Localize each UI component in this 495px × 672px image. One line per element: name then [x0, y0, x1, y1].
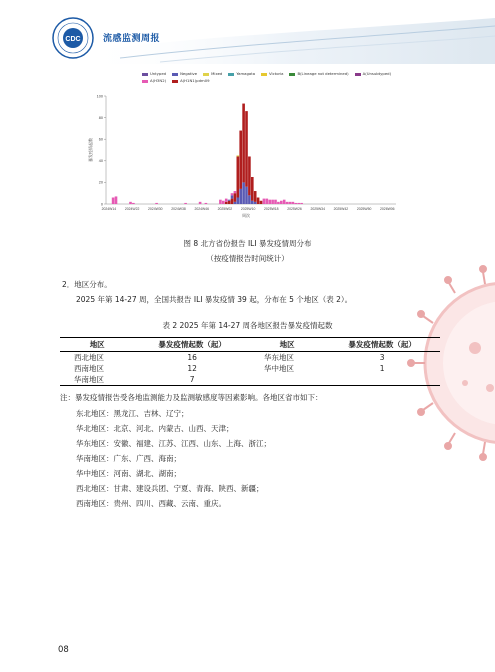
- x-tick-label: 2025W42: [333, 207, 349, 211]
- bar-segment: [295, 203, 298, 204]
- bar-segment: [286, 202, 289, 204]
- x-tick-label: 2025W18: [264, 207, 279, 211]
- figure-caption-subtitle: （按疫情报告时间统计）: [206, 254, 289, 263]
- x-tick-label: 2024W30: [148, 207, 163, 211]
- table-cell: 华中地区: [263, 364, 294, 373]
- y-axis-label: 暴发疫情起数: [88, 138, 93, 162]
- x-tick-label: 2025W34: [310, 207, 325, 211]
- x-tick-label: 2024W22: [124, 207, 140, 211]
- bar-segment: [245, 111, 248, 187]
- x-tick-label: 2025W26: [287, 207, 302, 211]
- bar-segment: [222, 201, 225, 204]
- bar-segment: [231, 193, 234, 195]
- bar-segment: [263, 199, 266, 204]
- table-row: [60, 374, 440, 386]
- table-header-row: [60, 338, 440, 352]
- legend-item: [289, 70, 348, 77]
- legend-label: A(H3N2): [150, 78, 167, 83]
- legend-swatch: [289, 73, 295, 76]
- x-tick-label: 2024W46: [194, 207, 209, 211]
- legend-label: Untyped: [150, 71, 167, 76]
- legend-swatch: [142, 80, 148, 83]
- bar-segment: [242, 104, 245, 183]
- note-line: 华中地区：河南、湖北、湖南；: [76, 469, 181, 478]
- page-header: [0, 0, 495, 64]
- table-row: [60, 352, 440, 364]
- bar-segment: [234, 191, 237, 193]
- figure-caption-title: 图 8 北方省份报告 ILI 暴发疫情周分布: [183, 239, 312, 248]
- bar-segment: [129, 202, 132, 204]
- legend-item: [172, 70, 197, 77]
- legend-item: [228, 70, 255, 77]
- table-cell: 西北地区: [74, 353, 104, 362]
- legend-label: Negative: [180, 71, 198, 76]
- y-tick-label: 0: [100, 202, 103, 207]
- table-cell: [324, 374, 440, 386]
- bar-segment: [297, 203, 300, 204]
- bar-segment: [231, 199, 234, 204]
- table-header-cell: 暴发疫情起数（起）: [324, 338, 440, 352]
- bar-segment: [155, 203, 158, 204]
- bar-segment: [115, 196, 118, 204]
- bar-segment: [228, 201, 231, 204]
- legend-label: Victoria: [269, 71, 284, 76]
- bar-segment: [283, 200, 286, 204]
- bar-segment: [237, 155, 240, 156]
- bar-segment: [251, 201, 254, 204]
- legend-item: [355, 70, 391, 77]
- legend-swatch: [172, 73, 178, 76]
- table-cell: 西南地区: [74, 364, 104, 373]
- bar-segment: [280, 201, 283, 204]
- bar-segment: [239, 189, 242, 204]
- ili-outbreak-chart: [86, 92, 406, 220]
- x-tick-label: 2025W10: [240, 207, 256, 211]
- bar-segment: [257, 198, 260, 204]
- legend-swatch: [172, 80, 178, 83]
- page-number: 08: [58, 645, 69, 655]
- bar-segment: [248, 156, 251, 195]
- table-row: [60, 363, 440, 374]
- y-tick-label: 60: [98, 137, 103, 142]
- bar-segment: [237, 156, 240, 197]
- header-title: 流感监测周报: [103, 34, 161, 44]
- x-tick-label: 2026W06: [380, 207, 395, 211]
- bar-segment: [242, 182, 245, 204]
- bar-segment: [271, 200, 274, 204]
- bar-segment: [234, 202, 237, 204]
- table-header-cell: 暴发疫情起数（起）: [134, 338, 250, 352]
- svg-text:CDC: CDC: [65, 36, 81, 43]
- bar-segment: [184, 203, 187, 204]
- table-cell: 1: [379, 364, 385, 373]
- table-header-cell: 地区: [60, 338, 134, 352]
- legend-swatch: [203, 73, 209, 76]
- x-tick-label: 2025W50: [356, 207, 372, 211]
- bar-segment: [239, 131, 242, 189]
- table-cell: 华东地区: [263, 353, 294, 362]
- bar-segment: [132, 203, 135, 204]
- bar-segment: [237, 198, 240, 204]
- note-line: 西北地区：甘肃、建设兵团、宁夏、青海、陕西、新疆；: [76, 484, 264, 493]
- table-cell: 7: [134, 374, 250, 386]
- region-outbreak-table: [60, 337, 440, 386]
- table-cell: 3: [379, 353, 385, 362]
- legend-swatch: [228, 73, 234, 76]
- section-heading: 2．地区分布。: [62, 280, 112, 289]
- y-tick-label: 40: [98, 159, 103, 164]
- legend-swatch: [355, 73, 361, 76]
- x-tick-label: 2024W38: [171, 207, 186, 211]
- y-tick-label: 20: [98, 180, 103, 185]
- note-line: 华东地区：安徽、福建、江苏、江西、山东、上海、浙江；: [76, 439, 271, 448]
- bar-segment: [251, 177, 254, 201]
- legend-swatch: [261, 73, 267, 76]
- legend-item: [203, 70, 222, 77]
- table-cell: [250, 374, 324, 386]
- bar-segment: [231, 195, 234, 198]
- legend-label: A(Unsubtyped): [362, 71, 392, 76]
- y-tick-label: 100: [96, 94, 103, 99]
- bar-segment: [260, 201, 263, 204]
- table-cell: 16: [187, 353, 197, 362]
- legend-label: A(H1N1)pdm09: [180, 78, 210, 83]
- x-tick-label: 2024W14: [101, 207, 117, 211]
- note-line: 西南地区：贵州、四川、西藏、云南、重庆。: [76, 499, 226, 508]
- bar-segment: [292, 202, 295, 204]
- bar-segment: [199, 202, 202, 204]
- bar-segment: [300, 203, 303, 204]
- y-tick-label: 80: [98, 115, 103, 120]
- table-header-cell: 地区: [250, 338, 324, 352]
- bar-segment: [277, 202, 280, 204]
- section-body: 2025 年第 14-27 周，全国共报告 ILI 暴发疫情 39 起，分布在 5 个地区（表 2）。: [76, 295, 353, 304]
- legend-label: B(Lineage not determined): [297, 71, 349, 76]
- bar-segment: [248, 195, 251, 204]
- table-note: 注：暴发疫情报告受各地监测能力及监测敏感度等因素影响。各地区省市如下：: [60, 393, 323, 402]
- table-cell: 12: [187, 364, 197, 373]
- legend-item: [261, 70, 283, 77]
- x-tick-label: 2025W02: [217, 207, 233, 211]
- bar-segment: [228, 200, 231, 201]
- bar-segment: [112, 198, 115, 204]
- bar-segment: [254, 191, 257, 202]
- bar-segment: [225, 202, 228, 204]
- legend-swatch: [142, 73, 148, 76]
- bar-segment: [266, 199, 269, 204]
- bar-segment: [245, 187, 248, 204]
- note-line: 华北地区：北京、河北、内蒙古、山西、天津；: [76, 424, 234, 433]
- bar-segment: [268, 200, 271, 204]
- cdc-logo-icon: [51, 16, 95, 60]
- legend-label: Yamagata: [236, 71, 256, 76]
- table-caption: 表 2 2025 年第 14-27 周各地区报告暴发疫情起数: [162, 321, 333, 330]
- bar-segment: [289, 202, 292, 204]
- legend-item: [142, 77, 166, 84]
- bar-segment: [274, 200, 277, 204]
- legend-label: Mixed: [211, 71, 223, 76]
- legend-item: [142, 70, 166, 77]
- note-line: 东北地区：黑龙江、吉林、辽宁；: [76, 409, 189, 418]
- bar-segment: [225, 199, 228, 202]
- bar-segment: [254, 202, 257, 204]
- table-cell: 华南地区: [60, 374, 134, 386]
- note-line: 华南地区：广东、广西、海南；: [76, 454, 181, 463]
- bar-segment: [205, 203, 208, 204]
- bar-segment: [219, 200, 222, 204]
- legend-item: [172, 77, 209, 84]
- bar-segment: [234, 193, 237, 202]
- chart-legend: [142, 70, 402, 84]
- x-axis-label: 周次: [242, 213, 250, 218]
